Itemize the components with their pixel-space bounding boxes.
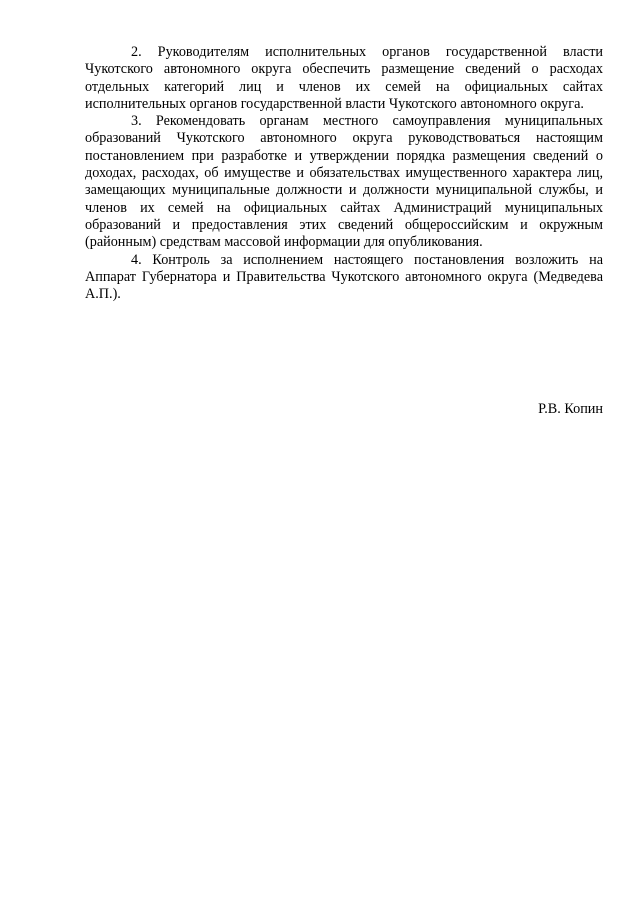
document-body (85, 44, 603, 303)
paragraph-4: 4. Контроль за исполнением настоящего постановления возложить на Аппарат Губернатора и Правительства Чукотского автономного округа (Медведева А.П.). (85, 251, 603, 303)
paragraph-2: 2. Руководителям исполнительных органов государственной власти Чукотского автономного округа обеспечить размещение сведений о расходах отдельных категорий лиц и членов их семей на официальных сайтах исполнительных органов государственной власти Чукотского автономного округа. (85, 44, 603, 112)
signature: Р.В. Копин (538, 401, 603, 417)
paragraph-3: 3. Рекомендовать органам местного самоуправления муниципальных образований Чукотского автономного округа руководствоваться настоящим постановлением при разработке и утверждении порядка размещения сведений о доходах, расходах, об имуществе и обязательствах имущественного характера лиц, замещающих муниципальные должности и должности муниципальной службы, и членов их семей на официальных сайтах Администраций муниципальных образований и предоставления этих сведений общероссийским и окружным (районным) средствам массовой информации для опубликования. (85, 113, 603, 251)
